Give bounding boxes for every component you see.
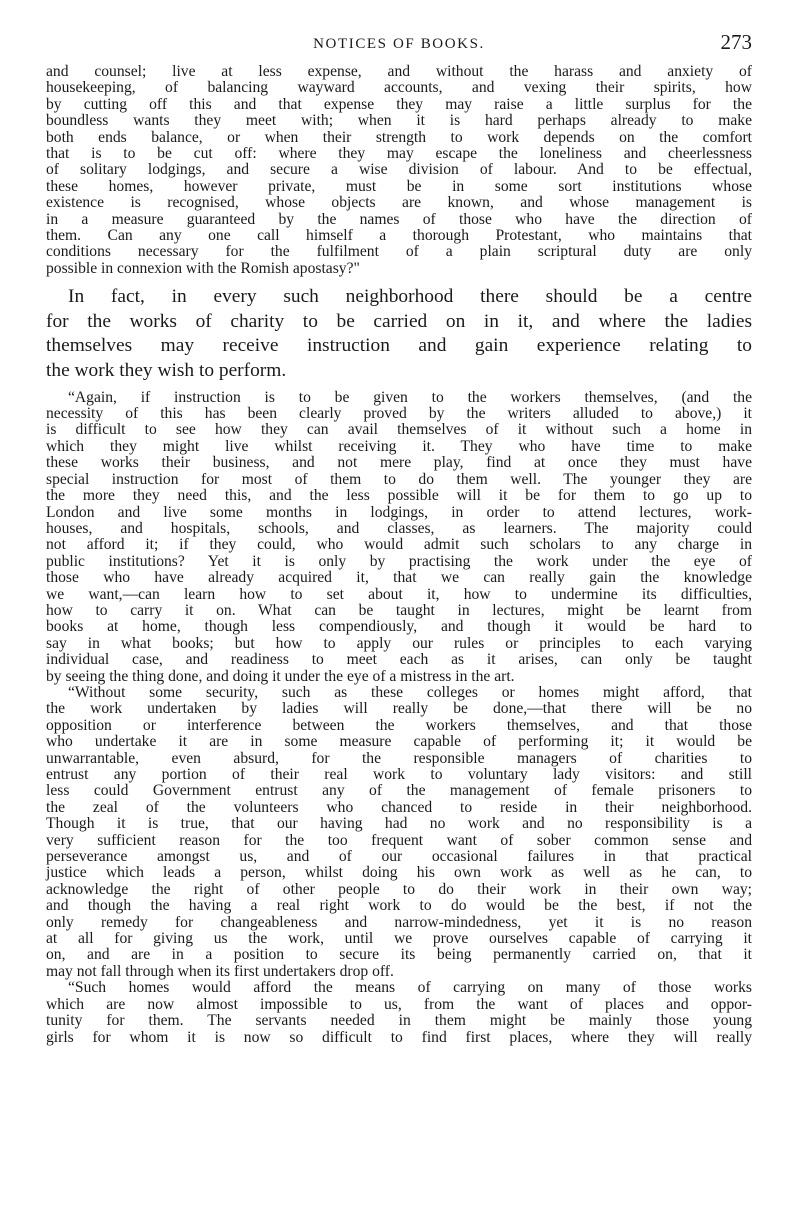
text-line: we want,—can learn how to set about it, how to undermine its difficulties, xyxy=(46,585,752,603)
text-line: that is to be cut off: where they may escape the loneliness and cheerlessness xyxy=(46,145,752,163)
text-line: perseverance amongst us, and of our occasional failures in that practical xyxy=(46,848,752,866)
text-line: housekeeping, of balancing wayward accounts, and vexing their spirits, how xyxy=(46,79,752,97)
text-line: public institutions? Yet it is only by practising the work under the eye of xyxy=(46,552,752,570)
text-line: the work they wish to perform. xyxy=(46,360,287,382)
text-line: which they might live whilst receiving it. They who have time to make xyxy=(46,437,752,455)
text-line: conditions necessary for the fulfilment of a plain scriptural duty are only xyxy=(46,243,752,261)
running-title: NOTICES OF BOOKS. xyxy=(313,36,485,52)
text-line: the more they need this, and the less possible will it be for them to go up to xyxy=(46,487,752,505)
quoted-paragraph xyxy=(46,64,752,277)
page-header xyxy=(46,30,752,64)
text-line: on, and are in a position to secure its being permanently carried on, that it xyxy=(46,946,752,964)
text-line: which are now almost impossible to us, from the want of places and oppor- xyxy=(46,995,752,1013)
text-line: “Such homes would afford the means of carrying on many of those works xyxy=(68,979,752,997)
text-line: in a measure guaranteed by the names of those who have the direction of xyxy=(46,210,752,228)
text-line: London and live some months in lodgings, in order to attend lectures, work- xyxy=(46,503,752,521)
text-line: individual case, and readiness to meet each as it arises, can only be taught xyxy=(46,651,752,669)
text-line: who undertake it are in some measure capable of performing it; it would be xyxy=(46,733,752,751)
text-line: houses, and hospitals, schools, and classes, as learners. The majority could xyxy=(46,519,752,537)
text-line: is difficult to see how they can avail themselves of it without such a home in xyxy=(46,421,752,439)
text-line: the work undertaken by ladies will really be done,—that there will be no xyxy=(46,700,752,718)
text-line: unwarrantable, even absurd, for the responsible managers of charities to xyxy=(46,749,752,767)
text-line: very sufficient reason for the too frequent want of sober common sense and xyxy=(46,831,752,849)
text-line: justice which leads a person, whilst doing his own work as well as he can, to xyxy=(46,864,752,882)
text-line: by seeing the thing done, and doing it under the eye of a mistress in the art. xyxy=(46,667,515,685)
text-line: only remedy for changeableness and narrow-mindedness, yet it is no reason xyxy=(46,913,752,931)
text-line: possible in connexion with the Romish apostasy?" xyxy=(46,259,360,277)
quoted-paragraph xyxy=(46,980,752,1046)
text-line: boundless wants they meet with; when it is hard perhaps already to make xyxy=(46,112,752,130)
text-line: Though it is true, that our having had no work and no responsibility is a xyxy=(46,815,752,833)
text-line: by cutting off this and that expense they may raise a little surplus for the xyxy=(46,95,752,113)
body-text xyxy=(46,64,752,1046)
text-line: say in what books; but how to apply our rules or principles to each varying xyxy=(46,634,752,652)
quoted-paragraph xyxy=(46,390,752,685)
text-line: entrust any portion of their real work to voluntary lady visitors: and still xyxy=(46,766,752,783)
text-line: less could Government entrust any of the management of female prisoners to xyxy=(46,782,752,800)
text-line: necessity of this has been clearly proved by the writers alluded to above,) it xyxy=(46,405,752,423)
text-line: those who have already acquired it, that we can really gain the knowledge xyxy=(46,569,752,587)
text-line: “Without some security, such as these colleges or homes might afford, that xyxy=(68,683,752,701)
text-line: at all for giving us the work, until we prove ourselves capable of carrying it xyxy=(46,930,752,948)
text-line: how to carry it on. What can be taught in lectures, might be learnt from xyxy=(46,601,752,619)
text-line: books at home, though less compendiously, and though it would be hard to xyxy=(46,618,752,636)
text-line: special instruction for most of them to do them well. The younger they are xyxy=(46,470,752,488)
text-line: both ends balance, or when their strength to work depends on the comfort xyxy=(46,128,752,146)
text-line: opposition or interference between the workers themselves, and that those xyxy=(46,716,752,734)
text-line: may not fall through when its first undertakers drop off. xyxy=(46,962,394,980)
text-line: “Again, if instruction is to be given to the workers themselves, (and the xyxy=(68,388,752,406)
text-line: and though the having a real right work to do would be the best, if not the xyxy=(46,897,752,915)
page-number: 273 xyxy=(720,30,752,54)
text-line: existence is recognised, whose objects are known, and whose management is xyxy=(46,194,752,212)
text-line: themselves may receive instruction and gain experience relating to xyxy=(46,335,752,357)
text-line: not afford it; if they could, who would admit such scholars to any charge in xyxy=(46,536,752,554)
text-line: acknowledge the right of other people to do their work in their own way; xyxy=(46,880,752,898)
text-line: the zeal of the volunteers who chanced to reside in their neighborhood. xyxy=(46,798,752,816)
text-line: them. Can any one call himself a thorough Protestant, who maintains that xyxy=(46,227,752,245)
book-page xyxy=(46,30,752,1046)
text-line: these works their business, and not mere play, find at once they must have xyxy=(46,454,752,472)
editorial-paragraph xyxy=(46,285,752,383)
text-line: tunity for them. The servants needed in them might be mainly those young xyxy=(46,1012,752,1030)
quoted-paragraph xyxy=(46,685,752,980)
text-line: and counsel; live at less expense, and without the harass and anxiety of xyxy=(46,63,752,80)
text-line: girls for whom it is now so difficult to find first places, where they will really xyxy=(46,1028,752,1046)
text-line: of solitary lodgings, and secure a wise division of labour. And to be effectual, xyxy=(46,161,752,179)
text-line: In fact, in every such neighborhood there should be a centre xyxy=(68,286,752,308)
text-line: for the works of charity to be carried on in it, and where the ladies xyxy=(46,310,752,332)
text-line: these homes, however private, must be in some sort institutions whose xyxy=(46,177,752,195)
